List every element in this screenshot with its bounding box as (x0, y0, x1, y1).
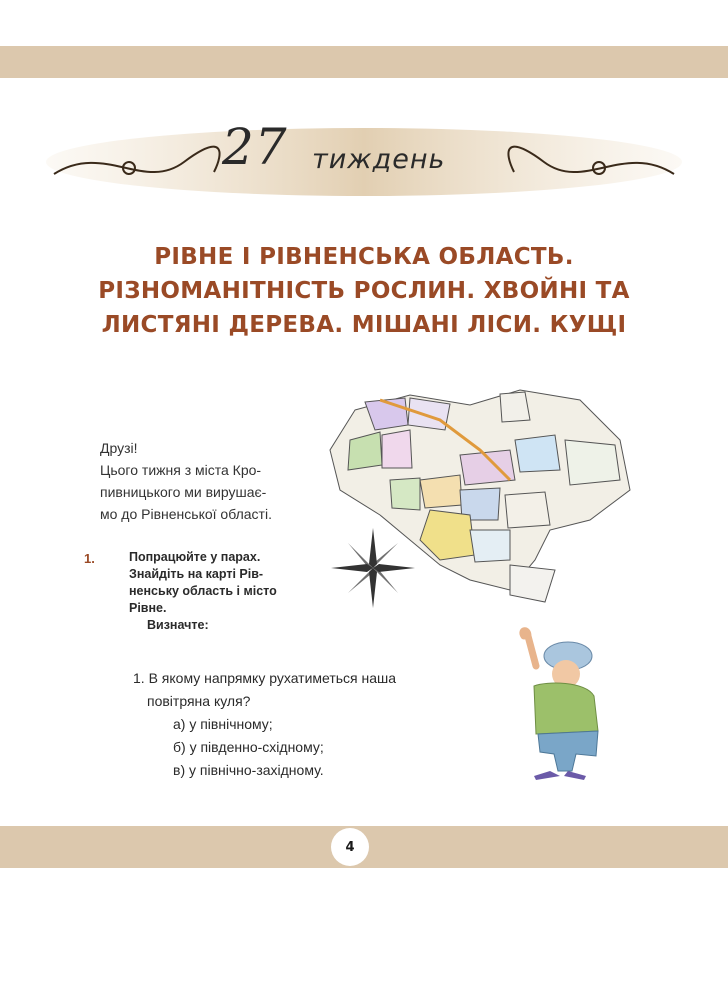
task-number: 1. (84, 551, 95, 566)
task-line: Знайдіть на карті Рів- (129, 567, 264, 581)
intro-line: Цього тижня з міста Кро- (100, 462, 262, 478)
answer-option-b: б) у південно-східному; (173, 739, 324, 755)
intro-text (100, 437, 330, 525)
title-line: РІЗНОМАНІТНІСТЬ РОСЛИН. ХВОЙНІ ТА (98, 278, 630, 304)
page-title (60, 240, 668, 342)
intro-greeting: Друзі! (100, 440, 138, 456)
task-line: Рівне. (129, 601, 167, 615)
task-instructions (129, 549, 311, 634)
title-line: ЛИСТЯНІ ДЕРЕВА. МІШАНІ ЛІСИ. КУЩІ (101, 312, 627, 338)
task-determine: Визначте: (147, 618, 209, 632)
question-line: 1. В якому напрямку рухатиметься наша (133, 670, 397, 686)
week-number: 27 (222, 118, 288, 176)
intro-line: пивницького ми вирушає- (100, 484, 267, 500)
answer-option-a: а) у північному; (173, 716, 273, 732)
week-label: тиждень (312, 144, 446, 175)
compass-rose-icon (328, 526, 418, 610)
question-line: повітряна куля? (147, 693, 251, 709)
question-block (133, 667, 513, 782)
page-number: 4 (345, 839, 355, 855)
boy-pointing-illustration (506, 626, 616, 786)
task-line: Попрацюйте у парах. (129, 550, 261, 564)
page-number-badge (331, 828, 369, 866)
task-line: ненську область і місто (129, 584, 277, 598)
intro-line: мо до Рівненської області. (100, 506, 272, 522)
answer-option-c: в) у північно-західному. (173, 762, 324, 778)
title-line: РІВНЕ І РІВНЕНСЬКА ОБЛАСТЬ. (154, 244, 574, 270)
top-decorative-band (0, 46, 728, 78)
